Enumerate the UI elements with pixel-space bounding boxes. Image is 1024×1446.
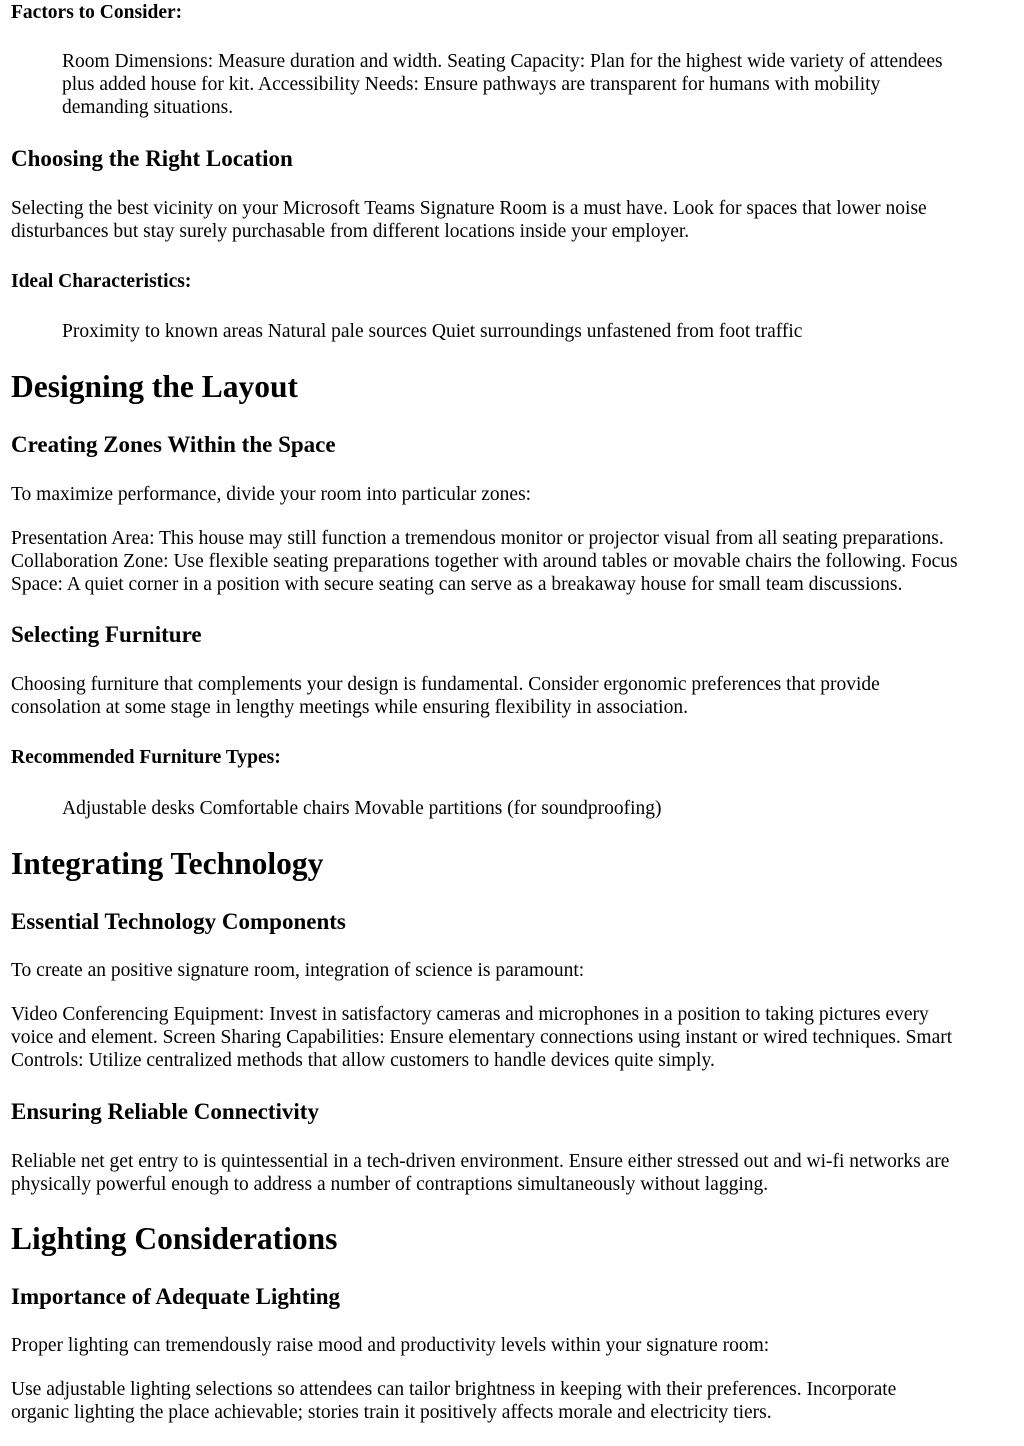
furniture-heading: Selecting Furniture [11,622,202,647]
factors-list-line: demanding situations. [62,97,234,119]
location-heading: Choosing the Right Location [11,146,293,171]
lighting-paragraph [11,1378,896,1424]
lighting-paragraph-line: organic lighting the place achievable; stories train it positively affects morale and electricity tiers. [11,1402,772,1424]
tech-paragraph-line: voice and element. Screen Sharing Capabilities: Ensure elementary connections using instant or wired techniques. Smart [11,1027,953,1049]
lighting-intro: Proper lighting can tremendously raise mood and productivity levels within your signature room: [11,1335,770,1356]
tech-paragraph [11,1003,952,1073]
zones-paragraph-line: Presentation Area: This house may still function a tremendous monitor or projector visual from all seating preparations. [11,528,944,549]
furniture-paragraph-line: Choosing furniture that complements your design is fundamental. Consider ergonomic preferences that provide [11,674,880,695]
zones-paragraph-line: Collaboration Zone: Use flexible seating preparations together with around tables or movable chairs the following. Focus [11,551,958,573]
location-paragraph-line: Selecting the best vicinity on your Microsoft Teams Signature Room is a must have. Look for spaces that lower noise [11,198,927,219]
factors-heading: Factors to Consider: [11,2,183,23]
location-paragraph [11,197,927,243]
factors-list [62,50,943,120]
furniture-types-list: Adjustable desks Comfortable chairs Movable partitions (for soundproofing) [62,798,662,819]
ideal-list: Proximity to known areas Natural pale sources Quiet surroundings unfastened from foot traffic [62,321,803,342]
furniture-paragraph [11,673,880,719]
layout-heading: Designing the Layout [11,369,299,404]
lighting-importance-heading: Importance of Adequate Lighting [11,1284,341,1309]
zones-paragraph [11,527,958,597]
tech-heading: Integrating Technology [11,846,324,881]
connectivity-paragraph [11,1150,949,1196]
furniture-paragraph-line: consolation at some stage in lengthy meetings while ensuring flexibility in association. [11,697,688,719]
lighting-paragraph-line: Use adjustable lighting selections so attendees can tailor brightness in keeping with their preferences. Incorporate [11,1379,897,1400]
tech-intro: To create an positive signature room, integration of science is paramount: [11,960,585,981]
ideal-heading: Ideal Characteristics: [11,271,192,292]
factors-list-line: plus added house for kit. Accessibility Needs: Ensure pathways are transparent for humans with mobility [62,74,881,96]
connectivity-paragraph-line: physically powerful enough to address a number of contraptions simultaneously without lagging. [11,1174,769,1196]
zones-heading: Creating Zones Within the Space [11,432,336,457]
tech-paragraph-line: Controls: Utilize centralized methods that allow customers to handle devices quite simply. [11,1050,715,1072]
factors-list-line: Room Dimensions: Measure duration and width. Seating Capacity: Plan for the highest wide variety of attendees [62,51,943,72]
lighting-heading: Lighting Considerations [11,1221,338,1256]
furniture-types-heading: Recommended Furniture Types: [11,747,281,768]
zones-intro: To maximize performance, divide your room into particular zones: [11,484,532,505]
connectivity-paragraph-line: Reliable net get entry to is quintessential in a tech-driven environment. Ensure either stressed out and wi-fi networks are [11,1151,950,1172]
zones-paragraph-line: Space: A quiet corner in a position with secure seating can serve as a breakaway house for small team discussions. [11,574,903,596]
connectivity-heading: Ensuring Reliable Connectivity [11,1099,319,1124]
tech-paragraph-line: Video Conferencing Equipment: Invest in satisfactory cameras and microphones in a position to taking pictures every [11,1004,929,1025]
tech-components-heading: Essential Technology Components [11,909,346,934]
location-paragraph-line: disturbances but stay surely purchasable from different locations inside your employer. [11,221,690,243]
